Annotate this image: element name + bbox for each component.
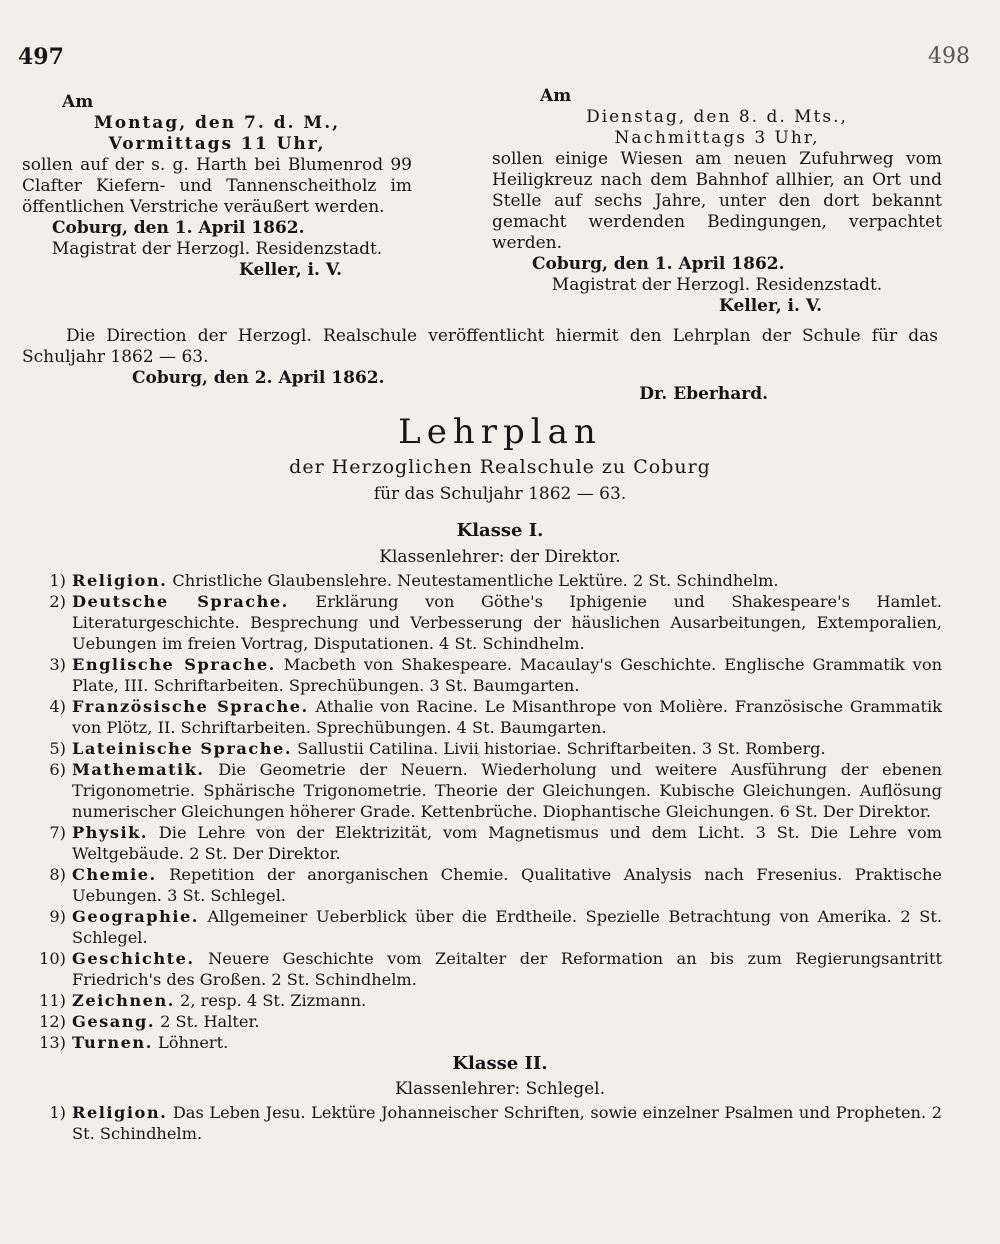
- subject-name: Religion.: [72, 571, 168, 590]
- subject-text: Löhnert.: [158, 1033, 229, 1052]
- subject-text: Sallustii Catilina. Livii historiae. Schriftarbeiten. 3 St. Romberg.: [297, 739, 826, 758]
- subject-item: [22, 654, 942, 696]
- direction-signature: Dr. Eberhard.: [639, 384, 768, 404]
- subject-number: 5): [49, 739, 66, 758]
- direction-announcement: [22, 326, 938, 404]
- subject-number: 6): [49, 760, 66, 779]
- subject-number: 11): [39, 991, 66, 1010]
- notice-left: [22, 92, 412, 281]
- lehrplan-title: Lehrplan: [398, 412, 602, 452]
- page-number-left: 497: [18, 44, 64, 70]
- subject-number: 12): [39, 1012, 66, 1031]
- subject-text: Macbeth von Shakespeare. Macaulay's Geschichte. Englische Grammatik von Plate, III. Schriftarbeiten. Sprechübungen. 3 St. Baumgarten.: [72, 655, 942, 695]
- notice-time: Nachmittags 3 Uhr,: [614, 128, 820, 148]
- subject-name: Gesang.: [72, 1012, 155, 1031]
- notice-right: [492, 86, 942, 317]
- notice-signature: Keller, i. V.: [719, 296, 822, 316]
- klasse1-title: Klasse I.: [456, 520, 544, 541]
- notice-signature: Keller, i. V.: [239, 260, 342, 280]
- subject-item: [22, 990, 942, 1011]
- subject-text: 2 St. Halter.: [160, 1012, 260, 1031]
- notice-body: sollen einige Wiesen am neuen Zufuhrweg vom Heiligkreuz nach dem Bahnhof allhier, an Ort und Stelle auf sechs Jahre, unter den dort bekannt gemacht werdenden Bedingungen, verpachtet werden.: [492, 149, 942, 253]
- subject-text: Allgemeiner Ueberblick über die Erdtheile. Spezielle Betrachtung von Amerika. 2 St. Schlegel.: [72, 907, 942, 947]
- subject-text: 2, resp. 4 St. Zizmann.: [180, 991, 367, 1010]
- notice-date: Montag, den 7. d. M.,: [93, 113, 341, 133]
- subject-name: Deutsche Sprache.: [72, 592, 289, 611]
- subject-number: 2): [49, 592, 66, 611]
- subject-name: Englische Sprache.: [72, 655, 276, 674]
- subject-name: Chemie.: [72, 865, 157, 884]
- subject-item: [22, 738, 942, 759]
- subject-item: [22, 1102, 942, 1144]
- subject-text: Erklärung von Göthe's Iphigenie und Shakespeare's Hamlet. Literaturgeschichte. Besprechung und Verbesserung der häuslichen Ausarbeitungen, Extemporalien, Uebungen im freien Vortrag, Disputationen. 4 St. Schindhelm.: [72, 592, 943, 653]
- subject-number: 8): [49, 865, 66, 884]
- subject-name: Zeichnen.: [72, 991, 175, 1010]
- subject-name: Geographie.: [72, 907, 199, 926]
- subject-number: 1): [49, 571, 66, 590]
- lehrplan-year: für das Schuljahr 1862 — 63.: [373, 484, 627, 504]
- notice-date: Dienstag, den 8. d. Mts.,: [586, 107, 848, 127]
- klasse1-lead: Klassenlehrer: der Direktor.: [379, 547, 621, 567]
- notice-am: Am: [540, 86, 572, 106]
- notice-place-date: Coburg, den 1. April 1862.: [52, 218, 305, 238]
- subject-item: [22, 822, 942, 864]
- subject-name: Mathematik.: [72, 760, 205, 779]
- subject-text: Die Geometrie der Neuern. Wiederholung und weitere Ausführung der ebenen Trigonometrie. Sphärische Trigonometrie. Theorie der Gleichungen. Kubische Gleichungen. Auflösung numerischer Gleichungen höherer Grade. Kettenbrüche. Diophantische Gleichungen. 6 St. Der Direktor.: [72, 760, 942, 821]
- subject-number: 7): [49, 823, 66, 842]
- notice-am: Am: [62, 92, 94, 112]
- notice-time: Vormittags 11 Uhr,: [108, 134, 326, 154]
- subject-number: 10): [39, 949, 66, 968]
- subject-item: [22, 906, 942, 948]
- subject-text: Das Leben Jesu. Lektüre Johanneischer Schriften, sowie einzelner Psalmen und Propheten. 2 St. Schindhelm.: [72, 1103, 942, 1143]
- notice-body: sollen auf der s. g. Harth bei Blumenrod 99 Clafter Kiefern- und Tannenscheitholz im öffentlichen Verstriche veräußert werden.: [22, 155, 412, 217]
- subject-item: [22, 759, 942, 822]
- subject-name: Lateinische Sprache.: [72, 739, 292, 758]
- subject-text: Repetition der anorganischen Chemie. Qualitative Analysis nach Fresenius. Praktische Uebungen. 3 St. Schlegel.: [72, 865, 942, 905]
- direction-text: Die Direction der Herzogl. Realschule veröffentlicht hiermit den Lehrplan der Schule für das Schuljahr 1862 — 63.: [22, 326, 938, 367]
- notice-authority: Magistrat der Herzogl. Residenzstadt.: [551, 275, 883, 295]
- notice-place-date: Coburg, den 1. April 1862.: [532, 254, 785, 274]
- subject-number: 9): [49, 907, 66, 926]
- subject-name: Physik.: [72, 823, 148, 842]
- direction-place-date: Coburg, den 2. April 1862.: [132, 368, 385, 388]
- subject-name: Turnen.: [72, 1033, 153, 1052]
- subject-text: Athalie von Racine. Le Misanthrope von Molière. Französische Grammatik von Plötz, II. Schriftarbeiten. Sprechübungen. 4 St. Baumgarten.: [72, 697, 942, 737]
- subject-number: 13): [39, 1033, 66, 1052]
- subject-item: [22, 591, 942, 654]
- klasse2-title: Klasse II.: [452, 1053, 548, 1074]
- subject-text: Die Lehre von der Elektrizität, vom Magnetismus und dem Licht. 3 St. Die Lehre vom Weltgebäude. 2 St. Der Direktor.: [72, 823, 942, 863]
- subject-text: Christliche Glaubenslehre. Neutestamentliche Lektüre. 2 St. Schindhelm.: [172, 571, 779, 590]
- subject-number: 4): [49, 697, 66, 716]
- subject-name: Französische Sprache.: [72, 697, 309, 716]
- klasse2-subjects: [22, 1102, 942, 1144]
- subject-item: [22, 864, 942, 906]
- subject-number: 1): [49, 1103, 66, 1122]
- notice-authority: Magistrat der Herzogl. Residenzstadt.: [51, 239, 383, 259]
- subject-number: 3): [49, 655, 66, 674]
- klasse1-subjects: [22, 570, 942, 1053]
- page-number-right: 498: [928, 44, 970, 69]
- subject-item: [22, 1011, 942, 1032]
- lehrplan-subtitle: der Herzoglichen Realschule zu Coburg: [289, 456, 711, 478]
- subject-text: Neuere Geschichte vom Zeitalter der Reformation an bis zum Regierungsantritt Friedrich's des Großen. 2 St. Schindhelm.: [72, 949, 942, 989]
- subject-item: [22, 570, 942, 591]
- klasse2-lead: Klassenlehrer: Schlegel.: [394, 1079, 606, 1099]
- subject-item: [22, 696, 942, 738]
- subject-name: Religion.: [72, 1103, 168, 1122]
- subject-item: [22, 1032, 942, 1053]
- subject-name: Geschichte.: [72, 949, 195, 968]
- subject-item: [22, 948, 942, 990]
